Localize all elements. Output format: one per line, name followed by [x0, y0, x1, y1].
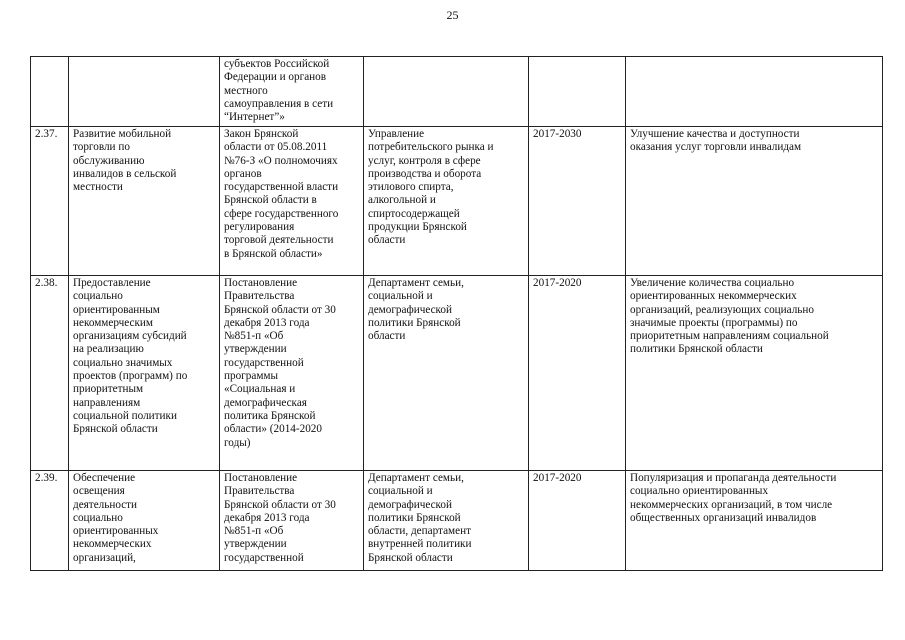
measure-name: Обеспечение освещения деятельности социально ориентированных некоммерческих организаций, — [69, 471, 220, 571]
term: 2017-2030 — [529, 127, 626, 276]
executor: Управление потребительского рынка и услуг, контроля в сфере производства и оборота этилового спирта, алкогольной и спиртосодержащей продукции Брянской области — [364, 127, 529, 276]
term: 2017-2020 — [529, 276, 626, 471]
table-row — [31, 127, 883, 276]
measures-table — [30, 56, 883, 571]
executor — [364, 57, 529, 127]
measure-name — [69, 57, 220, 127]
row-number — [31, 57, 69, 127]
expected-result — [626, 57, 883, 127]
page-number: 25 — [446, 8, 459, 22]
table-row — [31, 276, 883, 471]
row-number: 2.39. — [31, 471, 69, 571]
row-number: 2.38. — [31, 276, 69, 471]
measure-name: Предоставление социально ориентированным некоммерческим организациям субсидий на реализацию социально значимых проектов (программ) по приоритетным направлениям социальной политики Брянской области — [69, 276, 220, 471]
table-row — [31, 471, 883, 571]
executor: Департамент семьи, социальной и демографической политики Брянской области — [364, 276, 529, 471]
term — [529, 57, 626, 127]
legal-document: Постановление Правительства Брянской области от 30 декабря 2013 года №851-п «Об утверждении государственной программы «Социальная и демографическая политика Брянской области» (2014-2020 годы) — [220, 276, 364, 471]
expected-result: Улучшение качества и доступности оказания услуг торговли инвалидам — [626, 127, 883, 276]
legal-document: Закон Брянской области от 05.08.2011 №76-З «О полномочиях органов государственной власти Брянской области в сфере государственного регулирования торговой деятельности в Брянской области» — [220, 127, 364, 276]
expected-result: Увеличение количества социально ориентированных некоммерческих организаций, реализующих социально значимые проекты (программы) по приоритетным направлениям социальной политики Брянской области — [626, 276, 883, 471]
measure-name: Развитие мобильной торговли по обслуживанию инвалидов в сельской местности — [69, 127, 220, 276]
legal-document: Постановление Правительства Брянской области от 30 декабря 2013 года №851-п «Об утверждении государственной — [220, 471, 364, 571]
table-row — [31, 57, 883, 127]
term: 2017-2020 — [529, 471, 626, 571]
legal-document: субъектов Российской Федерации и органов местного самоуправления в сети “Интернет”» — [220, 57, 364, 127]
expected-result: Популяризация и пропаганда деятельности социально ориентированных некоммерческих организаций, в том числе общественных организаций инвалидов — [626, 471, 883, 571]
executor: Департамент семьи, социальной и демографической политики Брянской области, департамент внутренней политики Брянской области — [364, 471, 529, 571]
row-number: 2.37. — [31, 127, 69, 276]
